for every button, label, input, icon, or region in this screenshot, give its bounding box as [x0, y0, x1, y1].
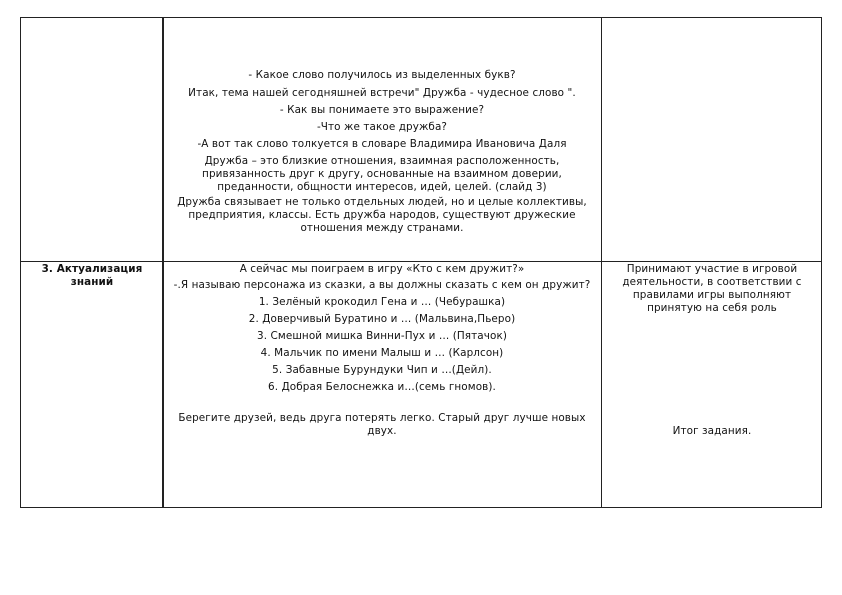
- text-line: -Что же такое дружба?: [316, 121, 448, 133]
- row-divider: [20, 261, 822, 262]
- task-result: Итог задания.: [672, 425, 752, 437]
- column-divider-2: [601, 17, 602, 508]
- closing-text: Берегите друзей, ведь друга потерять легко. Старый друг лучше новых двух.: [178, 412, 586, 437]
- stage-title: 3. Актуализация знаний: [41, 263, 143, 288]
- text-line: - Как вы понимаете это выражение?: [279, 104, 485, 116]
- list-item: 3. Смешной мишка Винни-Пух и … (Пятачок): [257, 330, 507, 342]
- list-item: 5. Забавные Бурундуки Чип и …(Дейл).: [272, 364, 492, 376]
- game-intro: А сейчас мы поиграем в игру «Кто с кем дружит?»: [239, 263, 525, 275]
- game-instruction: -.Я называю персонажа из сказки, а вы должны сказать с кем он дружит?: [173, 279, 591, 291]
- list-item: 1. Зелёный крокодил Гена и … (Чебурашка): [258, 296, 506, 308]
- row1-teacher-activity-cell: [166, 69, 598, 235]
- student-activity: Принимают участие в игровой деятельности, в соответствии с правилами игры выполняют принятую на себя роль: [622, 263, 802, 314]
- list-item: 4. Мальчик по имени Малыш и … (Карлсон): [260, 347, 504, 359]
- text-line: Дружба связывает не только отдельных людей, но и целые коллективы, предприятия, классы. Есть дружба народов, существуют дружеские отношения между странами.: [177, 196, 587, 234]
- text-line: - Какое слово получилось из выделенных букв?: [248, 69, 516, 81]
- column-divider-1: [162, 17, 164, 508]
- list-item: 6. Добрая Белоснежка и…(семь гномов).: [268, 381, 496, 393]
- text-line: Дружба – это близкие отношения, взаимная расположенность, привязанность друг к другу, основанные на взаимном доверии, преданности, общности интересов, идей, целей. (слайд 3): [202, 155, 562, 193]
- list-item: 2. Доверчивый Буратино и … (Мальвина,Пьеро): [248, 313, 516, 325]
- text-line: Итак, тема нашей сегодняшней встречи" Дружба - чудесное слово ".: [188, 87, 576, 99]
- text-line: -А вот так слово толкуется в словаре Владимира Ивановича Даля: [197, 138, 567, 150]
- row2-teacher-activity-cell: [166, 263, 598, 438]
